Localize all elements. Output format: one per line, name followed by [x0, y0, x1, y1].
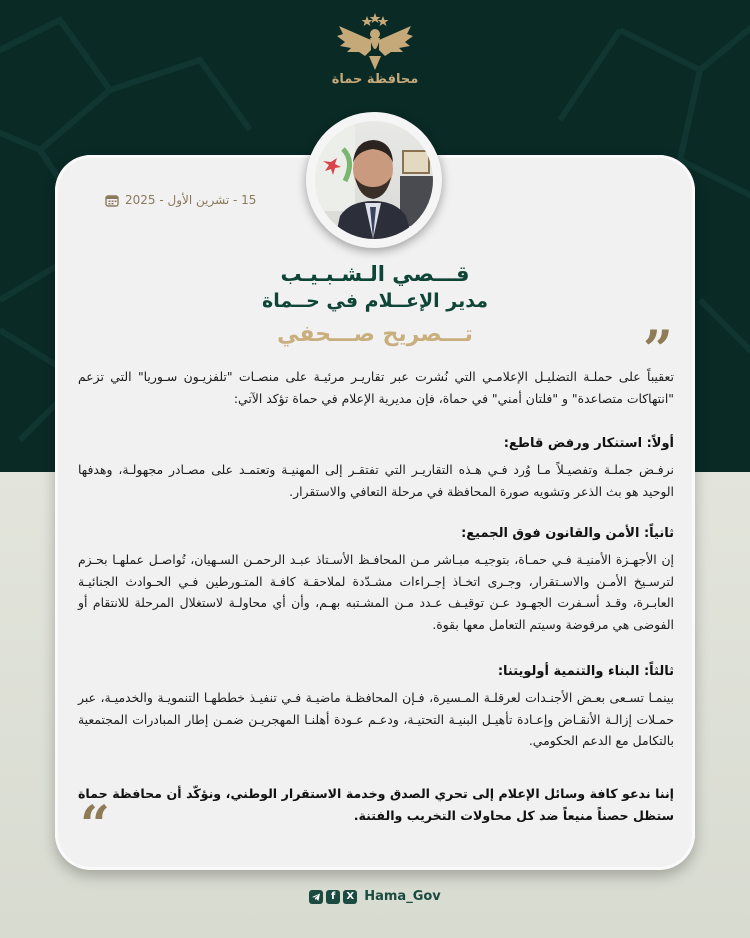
- avatar: [306, 112, 442, 248]
- person-name: قـــصي الـشـبـيـب: [280, 262, 470, 286]
- statement-label: تـــصريح صـــحفي: [277, 322, 473, 347]
- section-paragraph: إن الأجهـزة الأمنيـة فـي حمـاة، بتوجيـه مبـاشر مـن المحافـظ الأسـتاذ عبـد الرحمـن السـهيان، تُواصـل عملهـا بحـزم لترسـيخ الأمـن والاسـتقرار، وجـرى اتخـاذ إجـراءات مشـدّدة لملاحقـة كافـة المتـورطين فـي الحـوادث الجنائيـة العابـرة، وقـد أسـفرت الجهـود عـن توقيـف عـدد مـن المشـتبه بهـم، وأن أي محاولـة لاستغلال المرحلة للانتقام أو الفوضى هي مرفوضة وسيتم التعامل معها بقوة.: [78, 552, 674, 632]
- post-date: [105, 193, 256, 207]
- org-name: محافظة حماة: [331, 72, 419, 87]
- facebook-icon[interactable]: f: [326, 890, 340, 904]
- date-text: 15 - تشرين الأول - 2025: [125, 193, 257, 207]
- section-heading: ثانياً: الأمن والقانون فوق الجميع:: [461, 526, 674, 541]
- telegram-icon[interactable]: [309, 890, 323, 904]
- person-title: مدير الإعــلام في حــماة: [262, 290, 488, 312]
- intro-paragraph: تعقيباً على حملـة التضليـل الإعلامـي التي نُشرت عبر تقاريـر مرئيـة على منصـات "تلفزيـون سـوريا" التي تزعم "انتهاكات متصاعدة" و "فلتان أمني" في حماة، فإن مديرية الإعلام في حماة تؤكد الآتي:: [78, 369, 674, 406]
- section-paragraph: بينمـا تسـعى بعـض الأجنـدات لعرقلـة المـسيرة، فـإن المحافظـة ماضيـة فـي تنفيـذ خططهـا التنمويـة والخدميـة، عبر حمـلات إزالـة الأنقـاض وإعـادة تأهيـل البنيـة التحتيـة، ودعـم عـودة أهلنـا المهجريـن ضمـن إطار المبادرات المجتمعية بالتكامل مع الدعم الحكومي.: [78, 690, 674, 748]
- calendar-icon: [105, 194, 119, 207]
- section-paragraph: نرفـض جملـة وتفصيـلاً مـا وُرد فـي هـذه التقاريـر التي تفتقـر إلى المهنيـة وتعتمـد على مصـادر مجهولـة، وهدفها الوحيد هو بث الذعر وتشويه صورة المحافظة في مرحلة التعافي والاستقرار.: [78, 462, 674, 499]
- open-quote-icon: ”: [643, 320, 673, 381]
- person-photo: [315, 121, 433, 239]
- org-logo: [325, 12, 425, 97]
- x-icon[interactable]: X: [343, 890, 357, 904]
- close-quote-icon: “: [80, 795, 110, 856]
- section-heading: ثالثاً: البناء والتنمية أولويتنا:: [497, 664, 674, 679]
- social-footer: [0, 889, 750, 904]
- eagle-emblem-icon: [335, 12, 415, 72]
- social-handle[interactable]: Hama_Gov: [364, 889, 441, 904]
- closing-paragraph: إننا ندعو كافة وسائل الإعلام إلى تحري الصدق وخدمة الاستقرار الوطني، ونؤكّد أن محافظة حماة ستظل حصناً منيعاً ضد كل محاولات التخريب والفتنة.: [78, 786, 674, 823]
- section-heading: أولاً: استنكار ورفض قاطع:: [503, 436, 674, 451]
